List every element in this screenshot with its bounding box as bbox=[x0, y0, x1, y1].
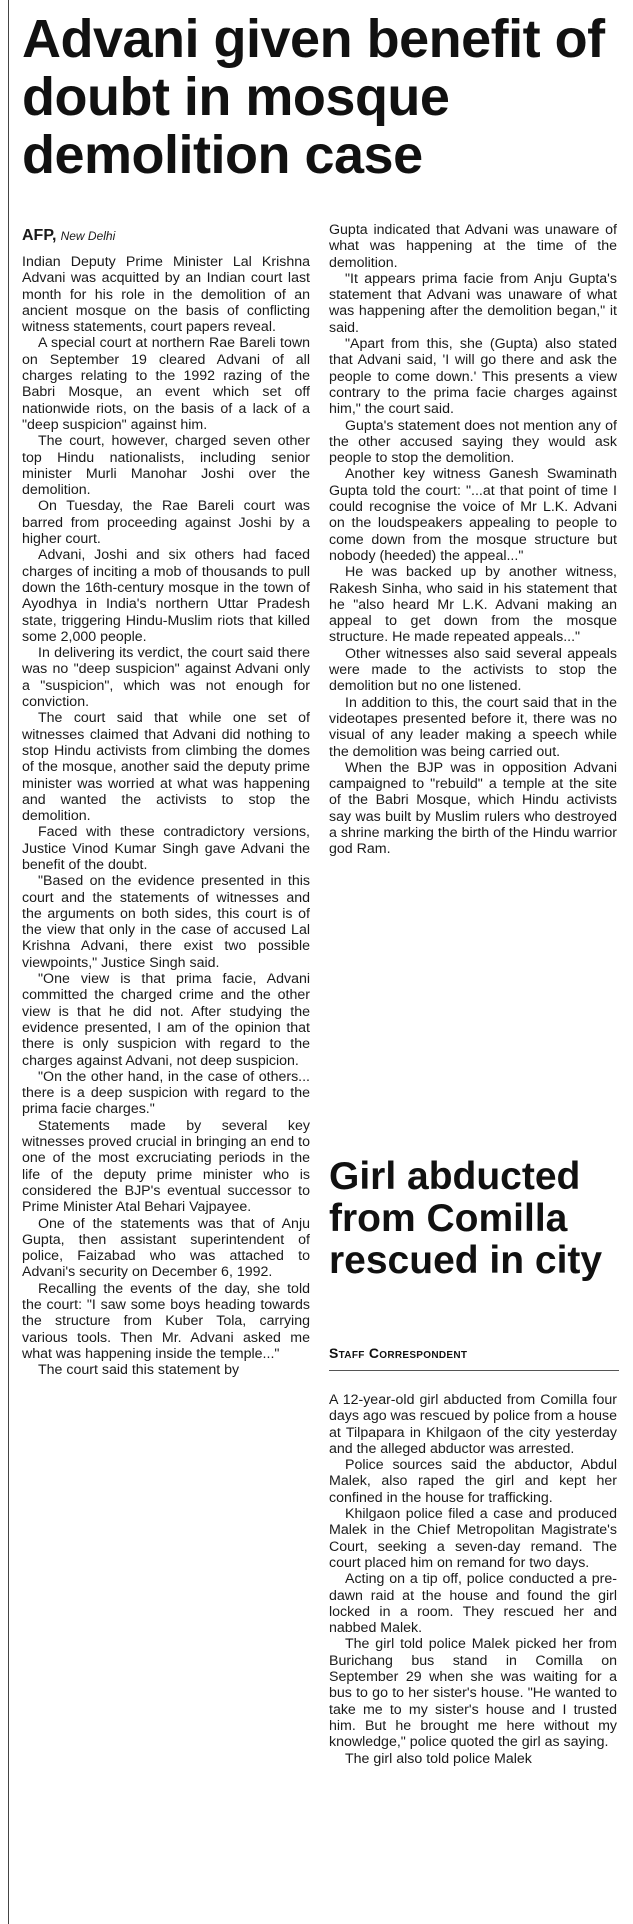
story1-column-1 bbox=[22, 226, 310, 1378]
paragraph: "Based on the evidence presented in this court and the statements of witnesses and the arguments on both sides, this court is of the view that only in the case of accused Lal Krishna Advani, there exist two possible viewpoints," Justice Singh said. bbox=[22, 873, 310, 971]
paragraph: Khilgaon police filed a case and produced Malek in the Chief Metropolitan Magistrate's Court, seeking a seven-day remand. The court placed him on remand for two days. bbox=[329, 1506, 617, 1571]
story2-byline: Staff Correspondent bbox=[329, 1345, 468, 1361]
byline-location: New Delhi bbox=[60, 229, 116, 243]
paragraph: Gupta's statement does not mention any of the other accused saying they would ask people to stop the demolition. bbox=[329, 417, 617, 467]
story2-headline: Girl abducted from Comilla rescued in city bbox=[329, 1155, 603, 1282]
paragraph: Police sources said the abductor, Abdul Malek, also raped the girl and kept her confined in the house for trafficking. bbox=[329, 1457, 617, 1506]
paragraph: In addition to this, the court said that in the videotapes presented before it, there was no visual of any leader making a speech while the demolition was being carried out. bbox=[329, 694, 617, 760]
paragraph: A special court at northern Rae Bareli town on September 19 cleared Advani of all charges relating to the 1992 razing of the Babri Mosque, an event which set off nationwide riots, on the basis of a lack of a "deep suspicion" against him. bbox=[22, 335, 310, 433]
paragraph: "It appears prima facie from Anju Gupta's statement that Advani was unaware of what was happening after the demolition began," it said. bbox=[329, 270, 617, 336]
byline-rule bbox=[329, 1370, 619, 1371]
story1-byline bbox=[22, 226, 310, 246]
paragraph: The court said that while one set of witnesses claimed that Advani did nothing to stop Hindu activists from climbing the domes of the mosque, another said the deputy prime minister was worried at what was happening and wanted the activists to stop the demolition. bbox=[22, 710, 310, 825]
paragraph: When the BJP was in opposition Advani campaigned to "rebuild" a temple at the site of the Babri Mosque, which Hindu activists say was built by Muslim rulers who destroyed a shrine marking the birth of the Hindu warrior god Ram. bbox=[329, 759, 617, 858]
paragraph: The girl told police Malek picked her from Burichang bus stand in Comilla on September 29 when she was waiting for a bus to go to her sister's house. "He wanted to take me to my sister's house and I trusted him. But he brought me here without my knowledge," police quoted the girl as saying. bbox=[329, 1636, 617, 1751]
paragraph: "One view is that prima facie, Advani committed the charged crime and the other view is that he did not. After studying the evidence presented, I am of the opinion that there is only suspicion with regard to the charges against Advani, not deep suspicion. bbox=[22, 971, 310, 1069]
paragraph: On Tuesday, the Rae Bareli court was barred from proceeding against Joshi by a higher court. bbox=[22, 498, 310, 548]
paragraph: Recalling the events of the day, she told the court: "I saw some boys heading towards the structure from Kuber Tola, carrying various tools. Then Mr. Advani asked me what was happening inside the temple..." bbox=[22, 1280, 310, 1362]
paragraph: Advani, Joshi and six others had faced charges of inciting a mob of thousands to pull down the 16th-century mosque in the town of Ayodhya in India's northern Uttar Pradesh state, triggering Hindu-Muslim riots that killed some 2,000 people. bbox=[22, 547, 310, 645]
paragraph: In delivering its verdict, the court said there was no "deep suspicion" against Advani only a "suspicion", which was not enough for conviction. bbox=[22, 645, 310, 711]
paragraph: "Apart from this, she (Gupta) also stated that Advani said, 'I will go there and ask the people to come down.' This presents a view contrary to the prima facie charges against him," the court said. bbox=[329, 336, 617, 418]
paragraph: Acting on a tip off, police conducted a pre-dawn raid at the house and found the girl locked in a room. They rescued her and nabbed Malek. bbox=[329, 1571, 617, 1637]
paragraph: The court said this statement by bbox=[38, 1362, 240, 1379]
paragraph: Indian Deputy Prime Minister Lal Krishna Advani was acquitted by an Indian court last month for his role in the demolition of an ancient mosque on the basis of conflicting witness statements, court papers reveal. bbox=[22, 254, 310, 336]
byline-agency: AFP, bbox=[22, 227, 57, 244]
paragraph: Gupta indicated that Advani was unaware of what was happening at the time of the demolition. bbox=[329, 222, 617, 271]
paragraph: "On the other hand, in the case of others... there is a deep suspicion with regard to the prima facie charges." bbox=[22, 1068, 310, 1118]
paragraph: The girl also told police Malek bbox=[345, 1750, 532, 1767]
story1-headline: Advani given benefit of doubt in mosque demolition case bbox=[22, 9, 605, 185]
column-rule bbox=[8, 0, 9, 1924]
paragraph: Another key witness Ganesh Swaminath Gupta told the court: "...at that point of time I could recognise the voice of Mr L.K. Advani on the loudspeakers appealing to people to come down from the mosque structure but nobody (heeded) the appeal..." bbox=[329, 466, 617, 564]
story1-column-2 bbox=[329, 222, 617, 858]
paragraph: Faced with these contradictory versions, Justice Vinod Kumar Singh gave Advani the benefit of the doubt. bbox=[22, 824, 310, 873]
paragraph: One of the statements was that of Anju Gupta, then assistant superintendent of police, Faizabad who was attached to Advani's security on December 6, 1992. bbox=[22, 1215, 310, 1281]
paragraph: Other witnesses also said several appeals were made to the activists to stop the demolition but no one listened. bbox=[329, 645, 617, 695]
paragraph: He was backed up by another witness, Rakesh Sinha, who said in his statement that he "also heard Mr L.K. Advani making an appeal to get down from the mosque structure. He made repeated appeals..." bbox=[329, 564, 617, 646]
story2-column bbox=[329, 1392, 617, 1767]
paragraph: The court, however, charged seven other top Hindu nationalists, including senior minister Murli Manohar Joshi over the demolition. bbox=[22, 433, 310, 499]
paragraph: A 12-year-old girl abducted from Comilla four days ago was rescued by police from a house at Tilpapara in Khilgaon of the city yesterday and the alleged abductor was arrested. bbox=[329, 1392, 617, 1457]
paragraph: Statements made by several key witnesses proved crucial in bringing an end to one of the most excruciating periods in the life of the deputy prime minister who is considered the BJP's eventual successor to Prime Minister Atal Behari Vajpayee. bbox=[22, 1117, 310, 1216]
